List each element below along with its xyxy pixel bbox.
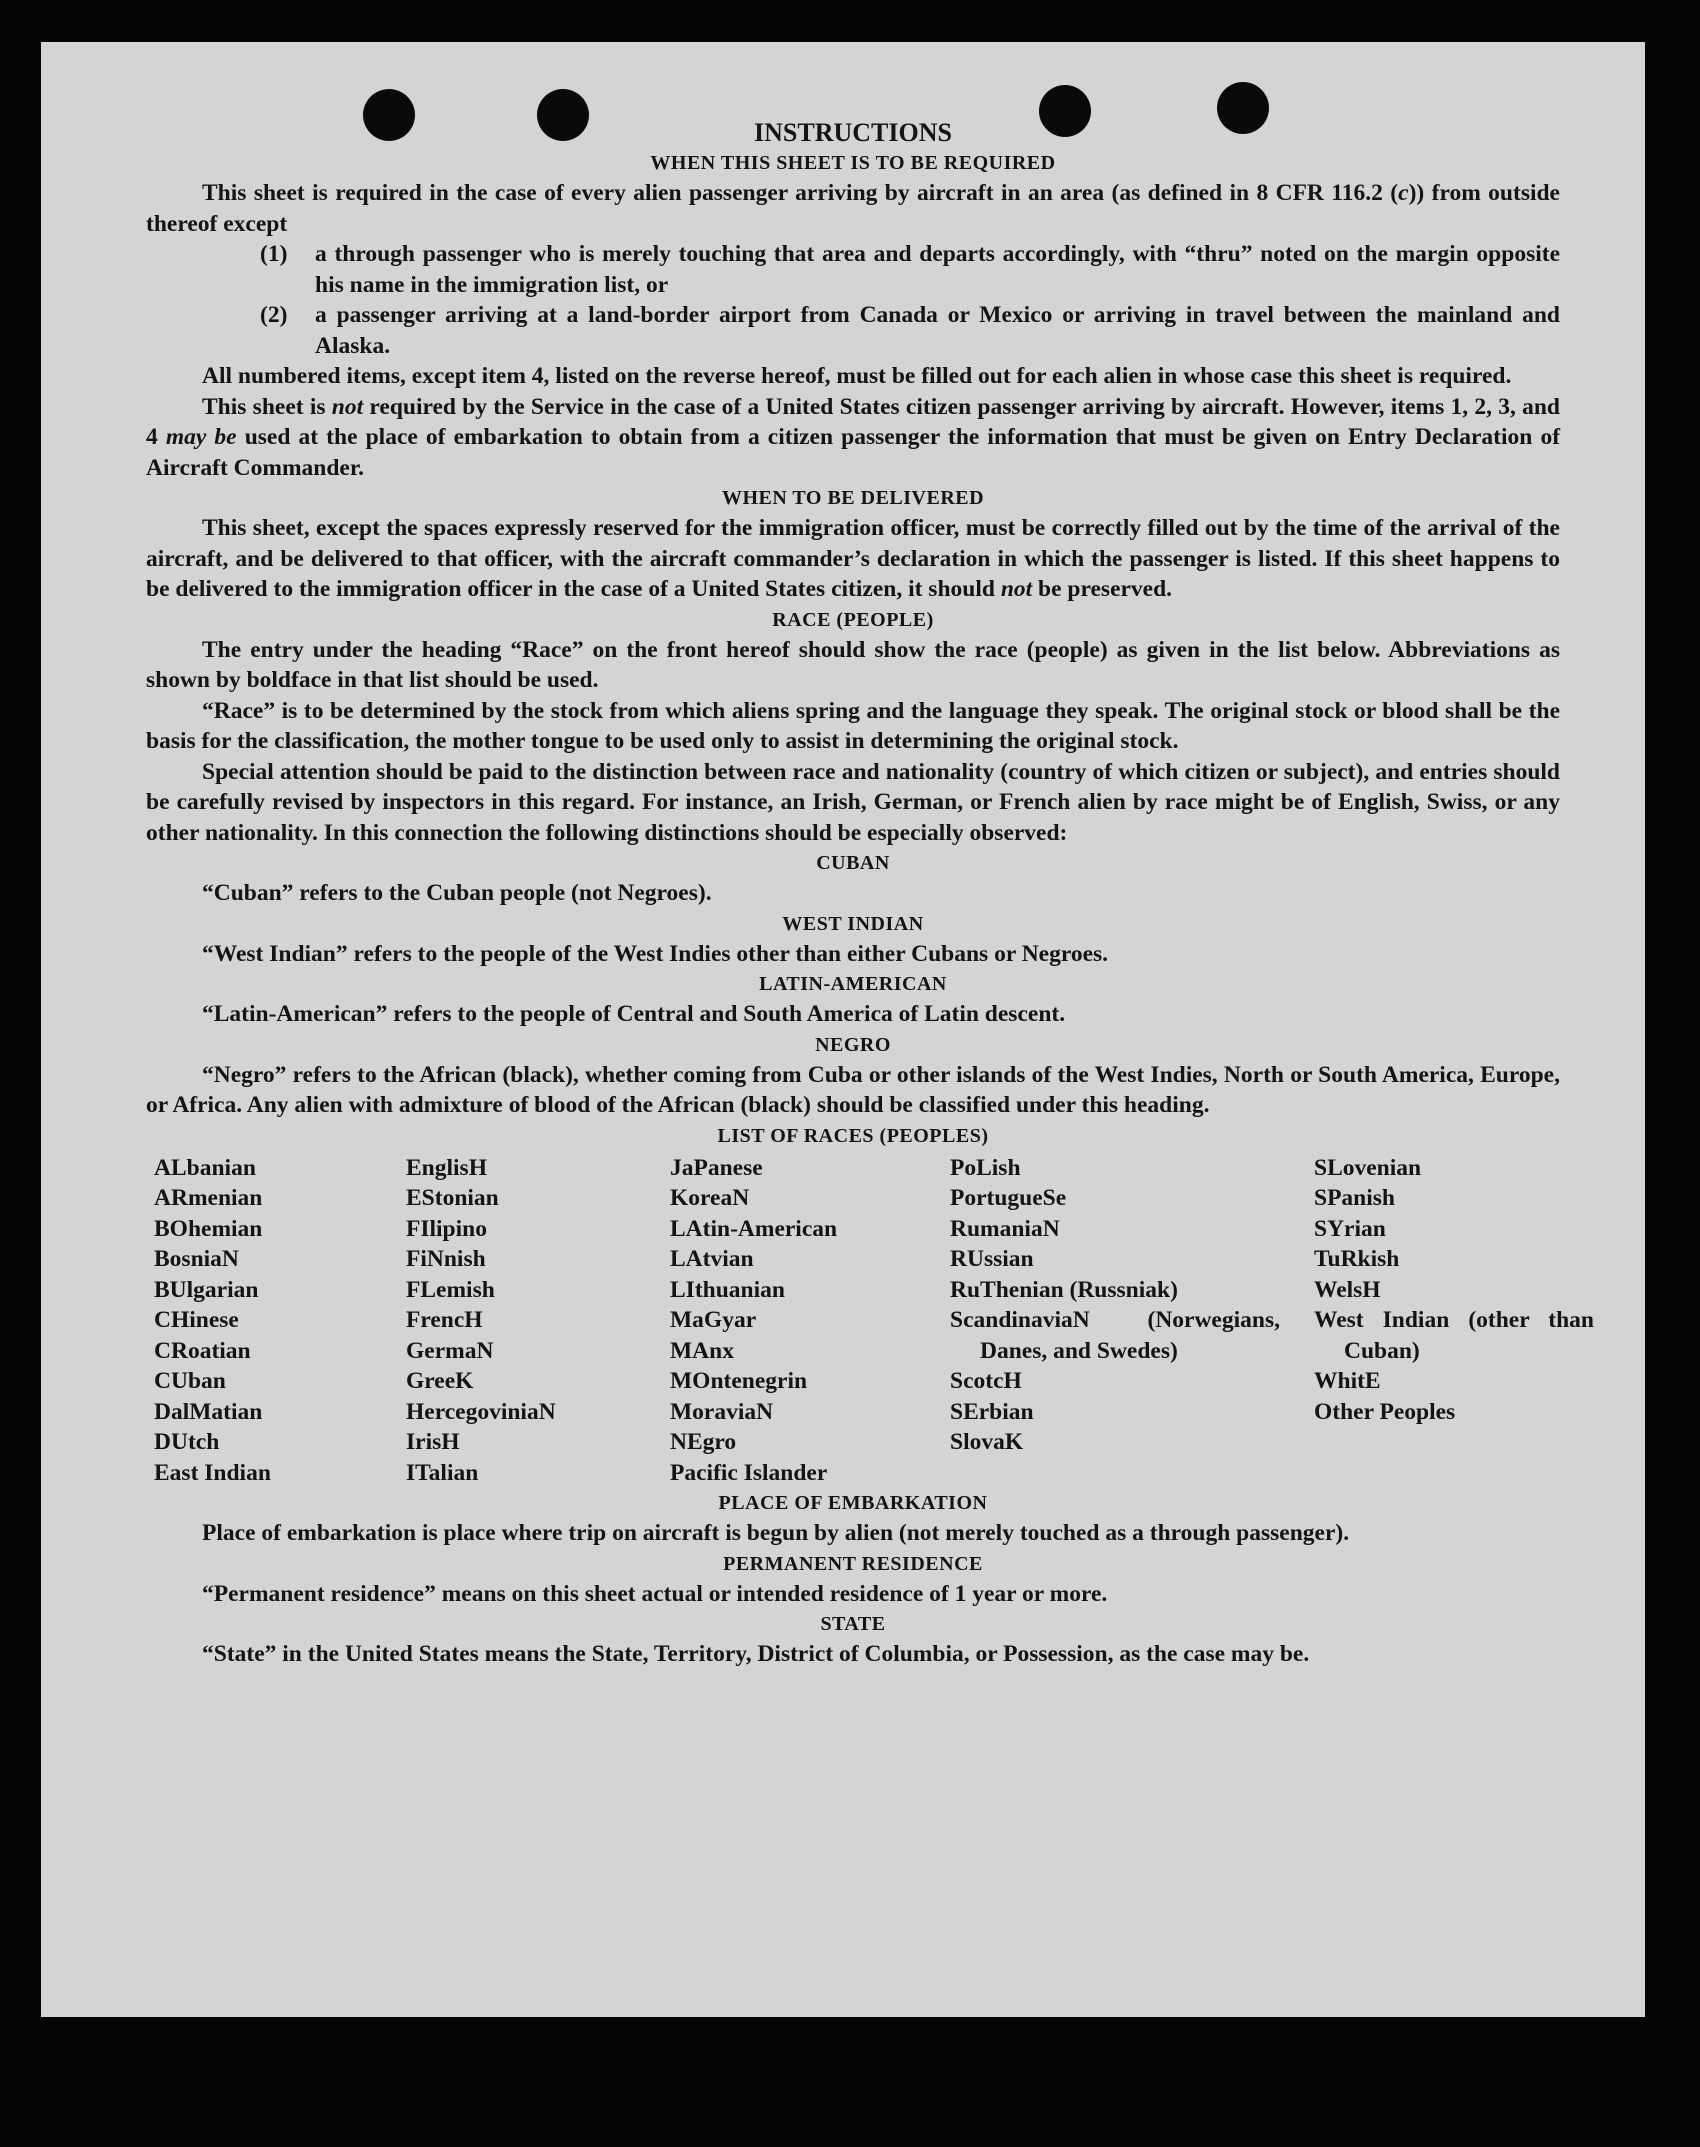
paragraph: “State” in the United States means the State, Territory, District of Columbia, or Possession, as the case may be. bbox=[202, 1641, 1310, 1667]
text: This sheet, except the spaces expressly reserved for the immigration officer, must be correctly filled out by the time of the arrival of the aircraft, and be delivered to that officer, with the aircraft commander’s declaration in which the passenger is listed. If this sheet happens to be delivered to the immigration officer in the case of a United States citizen, it should bbox=[146, 515, 1560, 602]
race-entry: FrencH bbox=[406, 1307, 483, 1333]
paragraph: The entry under the heading “Race” on the front hereof should show the race (people) as given in the list below. Abbreviations as shown by boldface in that list should be used. bbox=[146, 636, 1560, 693]
race-entry: Pacific Islander bbox=[670, 1459, 828, 1486]
section-heading: WHEN THIS SHEET IS TO BE REQUIRED bbox=[650, 152, 1056, 174]
text: used at the place of embarkation to obtain from a citizen passenger the information that must be given on Entry Declaration of Aircraft Commander. bbox=[146, 424, 1561, 481]
race-column bbox=[670, 1153, 950, 1489]
race-entry: MoraviaN bbox=[670, 1398, 774, 1425]
race-entry: MAnx bbox=[670, 1337, 734, 1364]
race-column bbox=[154, 1153, 406, 1489]
race-entry: WelsH bbox=[1314, 1276, 1381, 1303]
race-entry: SPanish bbox=[1314, 1185, 1395, 1211]
race-entry: BosniaN bbox=[154, 1246, 239, 1272]
race-entry: MaGyar bbox=[670, 1307, 757, 1333]
race-entry: CRoatian bbox=[154, 1337, 251, 1364]
item-number: (2) bbox=[260, 302, 288, 328]
paragraph: Special attention should be paid to the distinction between race and nationality (country of which citizen or subject), and entries should be carefully revised by inspectors in this regard. For instance, an Irish, German, or French alien by race might be of English, Swiss, or any other nationality. In this connection the following distinctions should be especially observed: bbox=[146, 758, 1560, 846]
text: may be bbox=[165, 424, 237, 450]
item-text: a passenger arriving at a land-border airport from Canada or Mexico or arriving in travel between the mainland and Alaska. bbox=[315, 302, 1560, 359]
race-entry: NEgro bbox=[670, 1429, 737, 1455]
section-heading: PLACE OF EMBARKATION bbox=[718, 1492, 988, 1514]
race-entry: EnglisH bbox=[406, 1154, 487, 1181]
race-entry: SYrian bbox=[1314, 1215, 1386, 1242]
paragraph: “Negro” refers to the African (black), whether coming from Cuba or other islands of the West Indies, North or South America, Europe, or Africa. Any alien with admixture of blood of the African (black) should be classified under this heading. bbox=[146, 1061, 1560, 1118]
list-item bbox=[260, 239, 1560, 300]
list-item bbox=[260, 300, 1560, 361]
section-heading: LATIN-AMERICAN bbox=[759, 973, 947, 995]
paragraph: “Cuban” refers to the Cuban people (not Negroes). bbox=[202, 880, 712, 906]
race-entry: DUtch bbox=[154, 1429, 220, 1455]
paragraph bbox=[146, 513, 1560, 605]
race-entry: HercegoviniaN bbox=[406, 1398, 556, 1425]
race-entry: ITalian bbox=[406, 1459, 479, 1486]
race-entry: DalMatian bbox=[154, 1398, 263, 1425]
page-title: INSTRUCTIONS bbox=[754, 118, 952, 147]
paragraph: “Latin-American” refers to the people of Central and South America of Latin descent. bbox=[202, 1001, 1066, 1027]
race-entry: PortugueSe bbox=[950, 1185, 1067, 1211]
race-entry: East Indian bbox=[154, 1459, 271, 1486]
race-entry: ALbanian bbox=[154, 1154, 256, 1181]
text: required by the Service in the case of a United States citizen passenger arriving by aircraft. However, items 1, 2, 3, and 4 bbox=[146, 393, 1561, 450]
section-heading: RACE (PEOPLE) bbox=[772, 608, 934, 631]
section-heading: WEST INDIAN bbox=[782, 912, 924, 935]
race-entry: GreeK bbox=[406, 1368, 474, 1394]
race-entry: Other Peoples bbox=[1314, 1398, 1456, 1425]
race-entry: RuThenian (Russniak) bbox=[950, 1276, 1178, 1303]
paragraph: “West Indian” refers to the people of the West Indies other than either Cubans or Negroes. bbox=[202, 940, 1109, 967]
race-entry: GermaN bbox=[406, 1337, 494, 1364]
section-heading: WHEN TO BE DELIVERED bbox=[721, 487, 985, 509]
race-entry: SLovenian bbox=[1314, 1154, 1422, 1181]
race-entry: CUban bbox=[154, 1368, 226, 1394]
race-entry: TuRkish bbox=[1314, 1246, 1400, 1272]
paragraph: All numbered items, except item 4, listed on the reverse hereof, must be filled out for each alien in whose case this sheet is required. bbox=[202, 363, 1512, 389]
text: not bbox=[1000, 576, 1033, 602]
paragraph: Place of embarkation is place where trip on aircraft is begun by alien (not merely touched as a through passenger). bbox=[202, 1520, 1350, 1546]
race-entry: LAtvian bbox=[670, 1246, 754, 1272]
race-column bbox=[950, 1153, 1314, 1489]
item-text: a through passenger who is merely touching that area and departs accordingly, with “thru” noted on the margin opposite his name in the immigration list, or bbox=[315, 241, 1560, 298]
race-entry: JaPanese bbox=[670, 1154, 763, 1181]
race-entry: ScandinaviaN (Norwegians, Danes, and Swedes) bbox=[950, 1307, 1280, 1364]
race-entry: EStonian bbox=[406, 1185, 499, 1211]
race-entry: FLemish bbox=[406, 1276, 495, 1303]
paragraph: “Race” is to be determined by the stock from which aliens spring and the language they speak. The original stock or blood shall be the basis for the classification, the mother tongue to be used only to assist in determining the original stock. bbox=[146, 697, 1560, 754]
race-entry: SErbian bbox=[950, 1398, 1034, 1425]
race-entry: RumaniaN bbox=[950, 1215, 1060, 1242]
paragraph bbox=[146, 392, 1560, 484]
race-entry: RUssian bbox=[950, 1246, 1034, 1272]
text: c bbox=[1398, 180, 1409, 206]
section-heading: LIST OF RACES (PEOPLES) bbox=[717, 1124, 989, 1147]
race-entry: BUlgarian bbox=[154, 1276, 259, 1303]
race-entry: LAtin-American bbox=[670, 1215, 838, 1242]
race-entry: ARmenian bbox=[154, 1185, 263, 1211]
race-column bbox=[1314, 1153, 1594, 1489]
race-entry: FiNnish bbox=[406, 1246, 486, 1272]
race-entry: CHinese bbox=[154, 1307, 239, 1333]
text: This sheet is required in the case of every alien passenger arriving by aircraft in an area (as defined in 8 CFR 116.2 ( bbox=[202, 180, 1399, 206]
race-entry: WhitE bbox=[1314, 1368, 1381, 1394]
race-entry: IrisH bbox=[406, 1429, 460, 1455]
section-heading: CUBAN bbox=[816, 852, 890, 874]
race-entry: FIlipino bbox=[406, 1215, 487, 1242]
text: This sheet is bbox=[202, 393, 332, 420]
section-heading: STATE bbox=[820, 1613, 886, 1635]
race-entry: LIthuanian bbox=[670, 1276, 785, 1303]
item-number: (1) bbox=[260, 241, 288, 267]
text: )) from outside thereof except bbox=[146, 180, 1560, 237]
race-entry: MOntenegrin bbox=[670, 1368, 808, 1394]
text: be preserved. bbox=[1032, 576, 1173, 602]
race-column bbox=[406, 1153, 670, 1489]
paragraph: “Permanent residence” means on this sheet actual or intended residence of 1 year or more. bbox=[202, 1580, 1108, 1607]
race-entry: KoreaN bbox=[670, 1185, 750, 1211]
instructions-body bbox=[146, 118, 1594, 1670]
race-entry: ScotcH bbox=[950, 1368, 1022, 1394]
race-entry: West Indian (other than Cuban) bbox=[1314, 1307, 1594, 1364]
race-list bbox=[154, 1153, 1594, 1489]
paragraph bbox=[146, 178, 1560, 239]
race-entry: BOhemian bbox=[154, 1215, 263, 1242]
race-entry: SlovaK bbox=[950, 1429, 1024, 1455]
text: not bbox=[331, 393, 364, 420]
race-entry: PoLish bbox=[950, 1154, 1021, 1181]
section-heading: NEGRO bbox=[815, 1033, 891, 1056]
section-heading: PERMANENT RESIDENCE bbox=[723, 1552, 983, 1575]
